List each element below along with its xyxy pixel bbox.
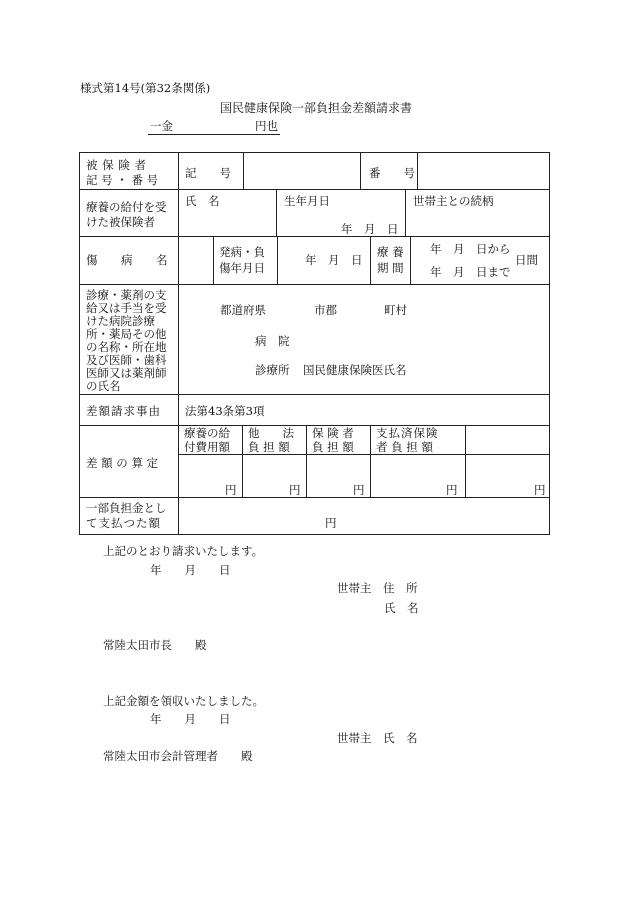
onset-label: 発病・負 [219,245,265,259]
hospital-label: 病 院 [255,334,290,348]
reason-label: 差額請求事由 [86,404,161,418]
number-label: 番 号 [369,166,415,180]
calc-col-header: 療養の給 [184,426,230,440]
householder-address-label: 世帯主 住 所 [337,581,418,595]
yen-label: 円 [289,483,301,497]
insured-number-label: 記 号 ・ 番 号 [86,173,159,187]
symbol-label: 記 号 [185,166,231,180]
facility-label: 診療・薬剤の支 [86,288,167,302]
receipt-date: 年 月 日 [150,712,231,726]
beneficiary-label: 療養の給付を受 [86,200,167,214]
facility-label: けた病院診療 [86,314,155,328]
label-column-divider [178,152,179,535]
calc-divider [178,454,550,455]
birthdate-label: 生年月日 [284,194,330,208]
claim-addressee: 常陸太田市長 殿 [103,638,207,652]
birthdate-ymd: 年 月 日 [341,222,399,236]
calc-col-header: 負 担 額 [312,440,354,454]
onset-ymd: 年 月 日 [305,253,363,267]
facility-label: の名称・所在地 [86,340,167,354]
col-divider [370,425,371,497]
yen-label: 円 [225,483,237,497]
row-divider [79,284,550,285]
row-divider [79,236,550,237]
amount-suffix: 円也 [255,119,278,133]
doctor-label: 国民健康保険医氏名 [303,363,407,377]
town-label: 町村 [384,303,407,317]
claim-statement: 上記のとおり請求いたします。 [103,544,264,558]
col-divider [405,189,406,236]
reason-value: 法第43条第3項 [185,404,265,418]
col-divider [243,152,244,189]
row-divider [79,394,550,395]
relation-label: 世帯主との続柄 [413,194,494,208]
row-divider [79,189,550,190]
disease-label: 傷 病 名 [86,253,174,267]
facility-label: 及び医師・歯科 [86,353,167,367]
calc-col-header: 支払済保険 [376,426,439,440]
receipt-addressee: 常陸太田市会計管理者 殿 [103,749,253,763]
col-divider [370,236,371,284]
clinic-label: 診療所 [255,363,290,377]
calc-col-header: 保 険 者 [312,426,354,440]
col-divider [213,236,214,284]
calc-col-header: 者 負 担 額 [376,440,433,454]
beneficiary-label: けた被保険者 [86,215,155,229]
prefecture-label: 都道府県 [220,303,266,317]
yen-label: 円 [325,516,337,530]
facility-label: 所・薬局その他 [86,327,167,341]
document-title: 国民健康保険一部負担金差額請求書 [220,101,413,115]
period-label: 療 養 [377,245,404,259]
paid-label: 一部負担金とし [86,501,167,515]
yen-label: 円 [534,483,546,497]
col-divider [360,152,361,189]
period-label: 期 間 [377,261,404,275]
paid-label: て支払つた額 [86,516,161,530]
form-number: 様式第14号(第32条関係) [80,81,211,95]
yen-label: 円 [446,483,458,497]
facility-label: 医師又は薬剤師 [86,366,167,380]
period-from: 年 月 日から [430,242,511,256]
row-divider [79,497,550,498]
col-divider [465,425,466,497]
calc-col-header: 負 担 額 [248,440,290,454]
amount-prefix: 一金 [150,119,173,133]
facility-label: 給又は手当を受 [86,301,167,315]
col-divider [417,152,418,189]
claim-date: 年 月 日 [150,563,231,577]
period-to: 年 月 日まで [430,265,511,279]
insured-number-label: 被 保 険 者 [86,158,147,172]
facility-label: の氏名 [86,379,121,393]
col-divider [276,189,277,236]
name-label: 氏 名 [185,194,220,208]
calc-col-header: 他 法 [248,426,294,440]
col-divider [277,236,278,284]
col-divider [410,236,411,284]
onset-label: 傷年月日 [219,261,265,275]
col-divider [306,425,307,497]
receipt-householder-name: 世帯主 氏 名 [337,731,418,745]
calc-label: 差 額 の 算 定 [86,456,159,470]
yen-label: 円 [353,483,365,497]
receipt-statement: 上記金額を領収いたしました。 [103,694,264,708]
householder-name-label: 氏 名 [384,601,419,615]
amount-underline [148,134,280,135]
calc-col-header: 付費用額 [184,440,230,454]
period-days: 日間 [515,253,538,267]
col-divider [242,425,243,497]
city-label: 市郡 [314,303,337,317]
